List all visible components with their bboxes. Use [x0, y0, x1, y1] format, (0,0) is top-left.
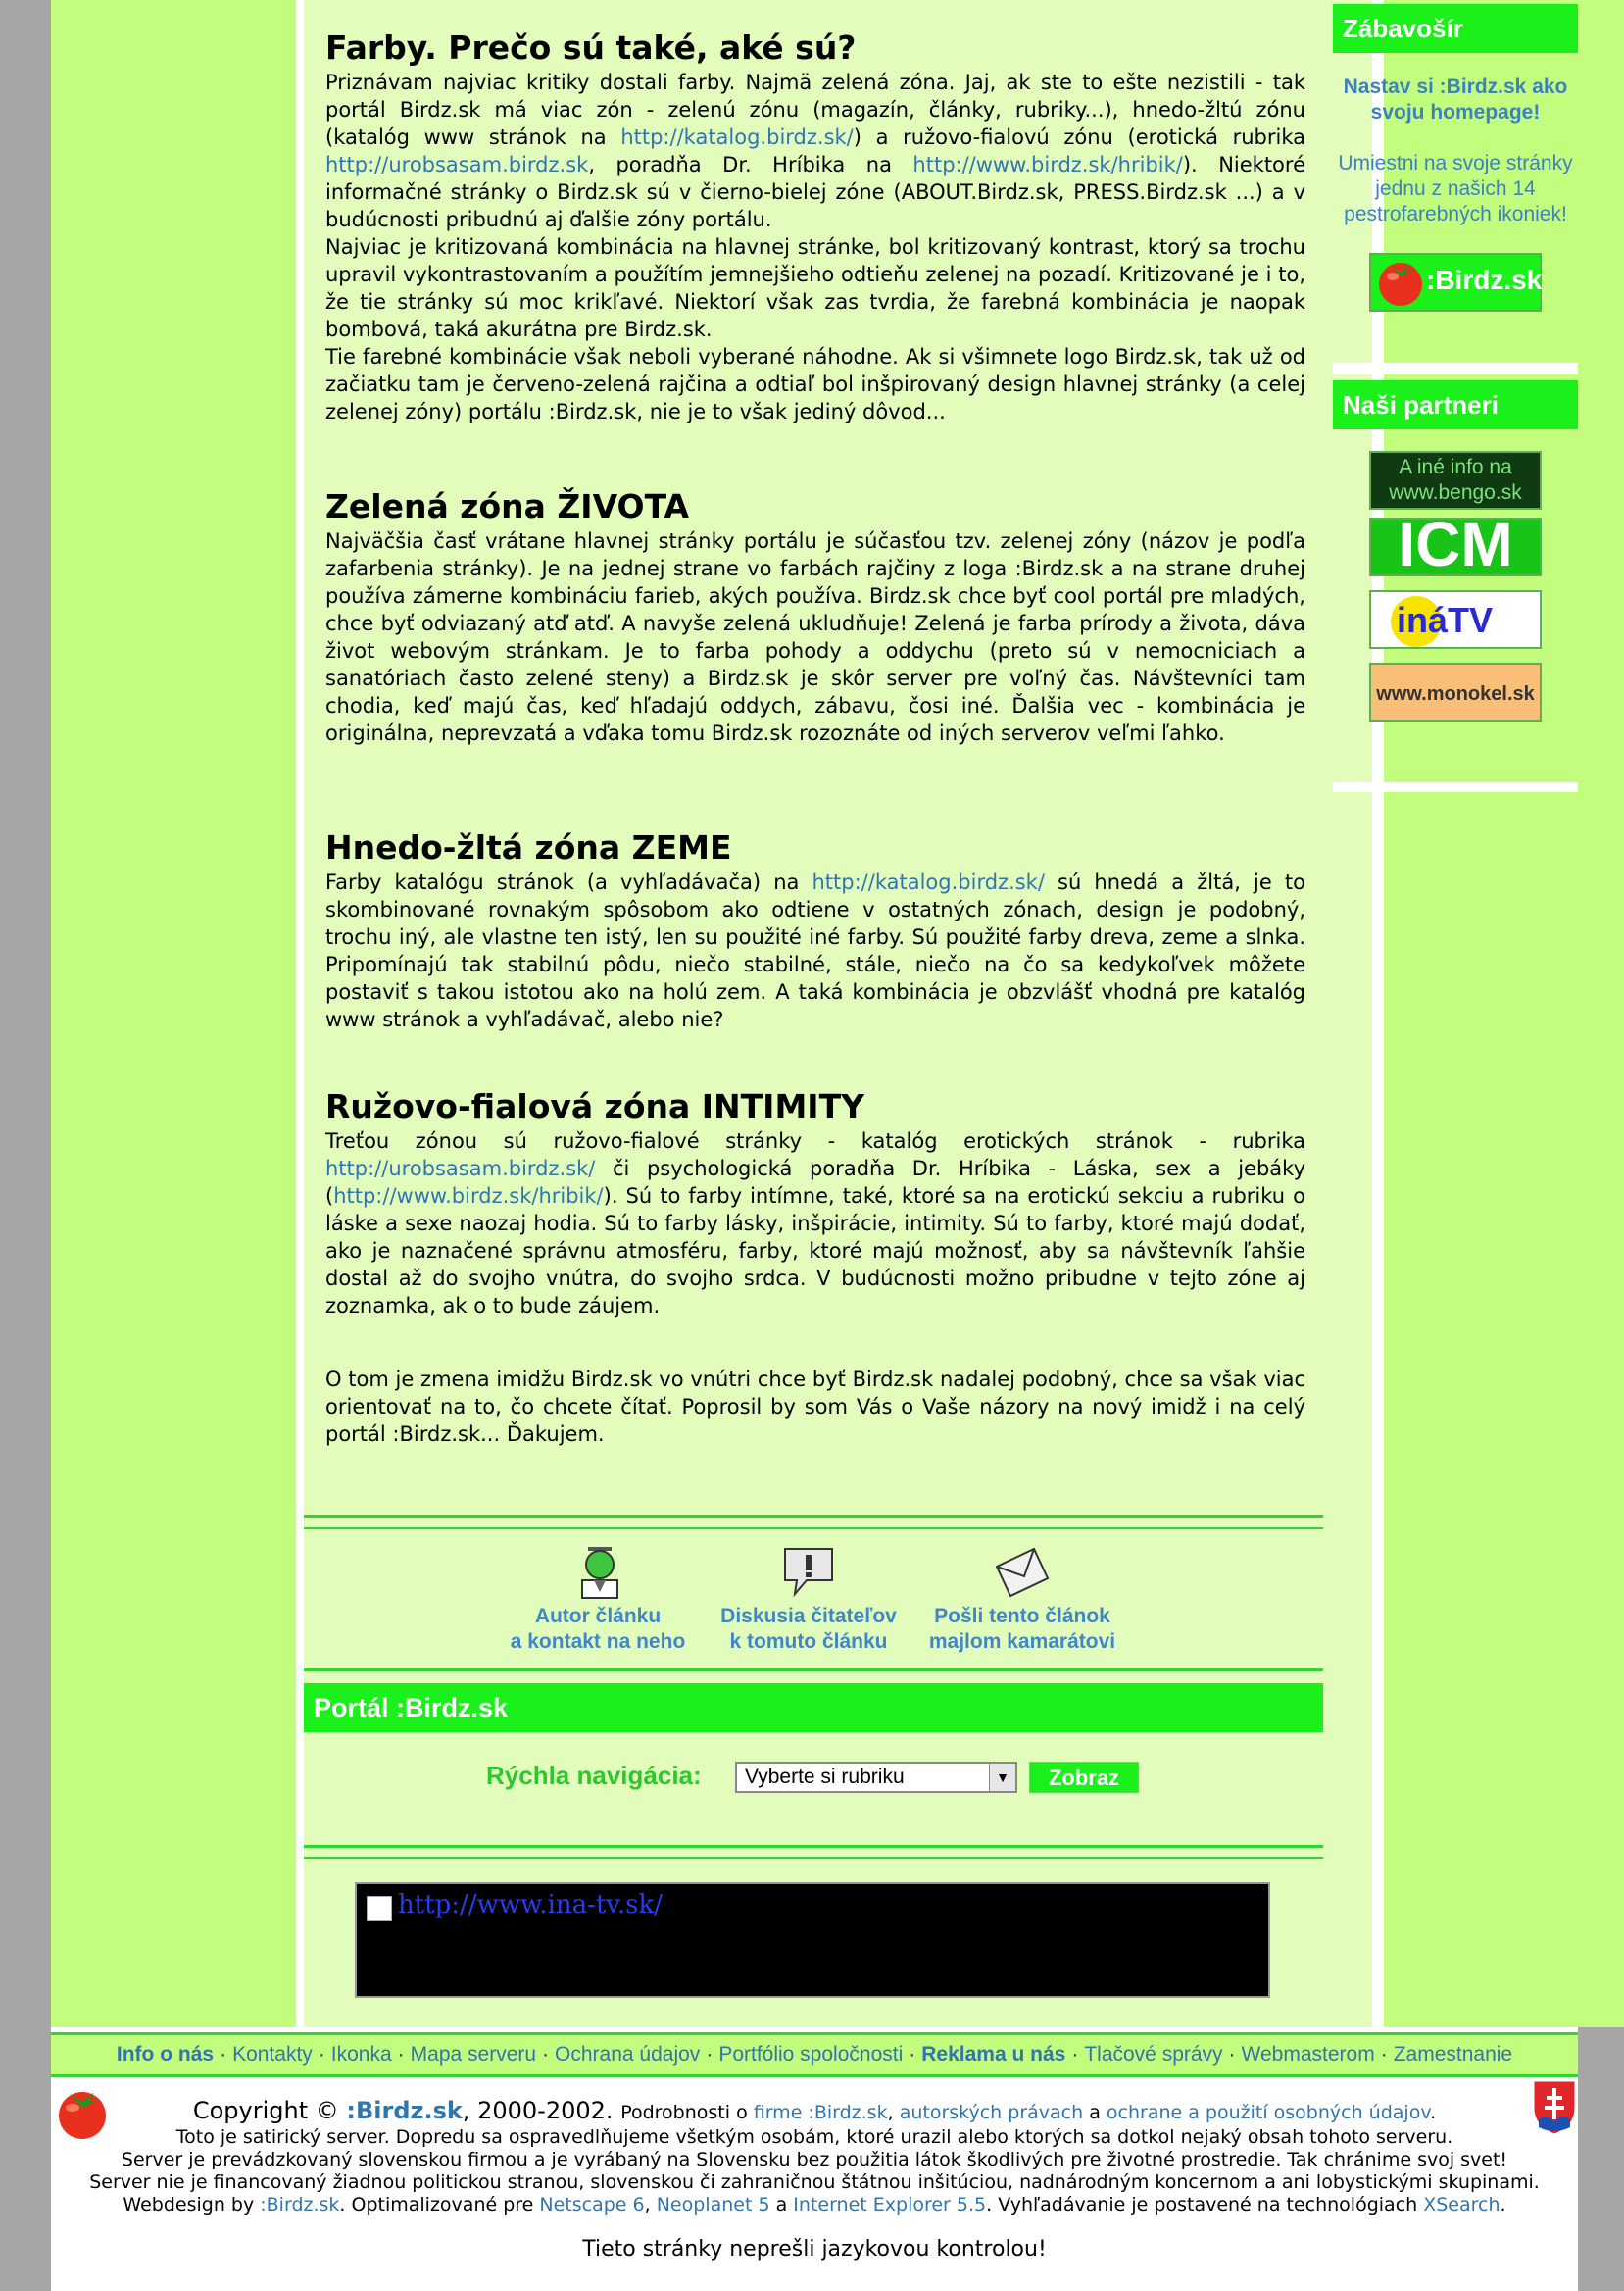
sidebar-divider	[1333, 363, 1578, 374]
nav-separator: ·	[397, 2043, 405, 2066]
nav-separator: ·	[318, 2043, 325, 2066]
separator: .	[1430, 2102, 1437, 2123]
send-article-button[interactable]	[919, 1541, 1125, 1655]
sidebar-divider	[1333, 782, 1578, 792]
ad-banner[interactable]	[355, 1882, 1270, 1998]
paragraph-text: , poradňa Dr. Hríbika na	[588, 153, 913, 176]
divider	[304, 1515, 1323, 1518]
quicknav-label: Rýchla navigácia:	[486, 1761, 702, 1790]
paragraph-text: či psychologická poradňa Dr. Hríbika - Láska, sex a jebáky (	[325, 1157, 1305, 1208]
inline-link[interactable]: http://www.birdz.sk/hribik/	[333, 1184, 604, 1208]
banner-link[interactable]: http://www.ina-tv.sk/	[398, 1890, 664, 1919]
mail-icon	[991, 1541, 1054, 1600]
inline-link[interactable]: http://katalog.birdz.sk/	[620, 125, 854, 149]
nav-link[interactable]: Portfólio spoločnosti	[718, 2043, 904, 2066]
nav-separator: ·	[1380, 2043, 1388, 2066]
divider	[304, 1668, 1323, 1671]
paragraph-text: Priznávam najviac kritiky dostali farby. Najmä zelená zóna. Jaj, ak ste to ešte nezistili - tak portál Birdz.sk má viac zón - zelenú zónu (magazín, články, rubriky...), hnedo-žltú zónu (katalóg www stránok na	[325, 71, 1305, 149]
partner-bengo[interactable]	[1369, 451, 1542, 510]
firm-link[interactable]: firme :Birdz.sk	[753, 2102, 888, 2123]
nav-link[interactable]: Info o nás	[116, 2043, 215, 2066]
section-title: Farby. Prečo sú také, aké sú?	[325, 28, 857, 67]
optimized-label: . Optimalizované pre	[339, 2194, 540, 2216]
nav-separator: ·	[909, 2043, 916, 2066]
neoplanet-link[interactable]: Neoplanet 5	[656, 2194, 770, 2216]
copyright-years: , 2000-2002.	[462, 2097, 621, 2124]
paragraph-text: ). Sú to farby intímne, také, ktoré sa na erotickú sekciu a rubriku o láske a sexe naozaj hodia. Sú to farby lásky, inšpirácie, intimity. Sú to farby, ktoré majú dodať, ako je naznačené správnu atmosféru, farby, ktoré majú možnosť, aby sa návštevník ľahšie dostal až do svojho vnútra, do svojho srdca. V budúcnosti možno pribudne v tejto zóne aj zoznamka, ak o to bude záujem.	[325, 1184, 1305, 1318]
section-title: Hnedo-žltá zóna ZEME	[325, 828, 732, 867]
footer-funding: Server nie je financovaný žiadnou politickou stranou, slovenskou či zahraničnou štátnou inšitúciou, nadnárodným koncernom a ani lobystickými skupinami.	[89, 2171, 1540, 2193]
nav-link[interactable]: Ochrana údajov	[555, 2043, 701, 2066]
nav-link[interactable]: Kontakty	[232, 2043, 313, 2066]
paragraph	[325, 1127, 1305, 1320]
copyright: Copyright ©	[192, 2097, 347, 2124]
nav-link[interactable]: Reklama u nás	[921, 2043, 1066, 2066]
icons-link[interactable]: Umiestni na svoje stránky jednu z našich 14 pestrofarebných ikoniek!	[1338, 152, 1573, 225]
paragraph	[325, 343, 1305, 425]
nav-separator: ·	[220, 2043, 227, 2066]
divider	[304, 1845, 1323, 1848]
paragraph-text: ). Niektoré informačné stránky o Birdz.sk sú v čierno-bielej zóne (ABOUT.Birdz.sk, PRESS.Birdz.sk ...) a v budúcnosti pribudnú aj ďalšie zóny portálu.	[325, 153, 1305, 231]
partner-label: A iné info na www.bengo.sk	[1389, 456, 1522, 504]
author-contact-label: Autor článku	[534, 1605, 662, 1627]
section-title: Ružovo-fialová zóna INTIMITY	[325, 1087, 864, 1125]
footer	[51, 2095, 1578, 2216]
inline-link[interactable]: http://urobsasam.birdz.sk	[325, 153, 589, 176]
webdesign-link[interactable]: :Birdz.sk	[260, 2194, 340, 2216]
send-article-label: Pošli tento článok	[934, 1605, 1110, 1627]
nav-separator: ·	[1071, 2043, 1079, 2066]
paragraph-text: Treťou zónou sú ružovo-fialové stránky - katalóg erotických stránok - rubrika	[325, 1129, 1305, 1153]
divider	[304, 1857, 1323, 1859]
separator: .	[1500, 2194, 1506, 2216]
netscape-link[interactable]: Netscape 6	[539, 2194, 645, 2216]
discussion-button[interactable]	[706, 1541, 911, 1655]
column-separator	[296, 0, 304, 2027]
inline-link[interactable]: http://katalog.birdz.sk/	[812, 871, 1045, 894]
partner-inatv[interactable]	[1369, 590, 1542, 649]
author-contact-label2: a kontakt na neho	[510, 1630, 686, 1653]
nav-separator: ·	[542, 2043, 550, 2066]
sidebar-box-title: Zábavošír	[1333, 4, 1578, 53]
birdz-logo[interactable]	[1369, 253, 1542, 312]
paragraph	[325, 233, 1305, 343]
chevron-down-icon[interactable]: ▼	[989, 1764, 1015, 1791]
language-check-note: Tieto stránky neprešli jazykovou kontrolou!	[582, 2237, 1047, 2262]
tomato-icon	[1371, 251, 1430, 310]
left-column	[51, 0, 296, 2027]
partners-title: Naši partneri	[1333, 380, 1578, 429]
partner-label: ináTV	[1397, 600, 1494, 640]
broken-image-icon	[367, 1896, 392, 1921]
inline-link[interactable]: http://urobsasam.birdz.sk/	[325, 1157, 596, 1180]
show-button[interactable]: Zobraz	[1029, 1762, 1139, 1793]
partner-label: ICM	[1398, 518, 1513, 576]
nav-link[interactable]: Mapa serveru	[410, 2043, 537, 2066]
author-contact-button[interactable]	[500, 1541, 696, 1655]
footer-environment: Server je prevádzkovaný slovenskou firmou a je vyrábaný na Slovensku bez použitia látok škodlivých pre životné prostredie. Tak chránime svoj svet!	[121, 2149, 1508, 2170]
paragraph-text: Farby katalógu stránok (a vyhľadávača) na	[325, 871, 812, 894]
paragraph	[325, 869, 1305, 1033]
partner-label: www.monokel.sk	[1376, 683, 1535, 705]
separator: a	[1083, 2102, 1107, 2123]
paragraph-text: Tie farebné kombinácie však neboli vyberané náhodne. Ak si všimnete logo Birdz.sk, tak už od začiatku tam je červeno-zelená rajčina a odtiaľ bol inšpirovaný design hlavnej stránky (a celej zelenej zóny) portálu :Birdz.sk, nie je to však jediný dôvod...	[325, 345, 1305, 423]
paragraph	[325, 69, 1305, 233]
article-section	[325, 27, 1305, 425]
privacy-link[interactable]: ochrane a použití osobných údajov	[1106, 2102, 1431, 2123]
copyright-brand-link[interactable]: :Birdz.sk	[346, 2097, 463, 2124]
separator: a	[769, 2194, 794, 2216]
nav-link[interactable]: Webmasterom	[1241, 2043, 1375, 2066]
paragraph	[325, 527, 1305, 747]
xsearch-link[interactable]: XSearch	[1423, 2194, 1501, 2216]
article-section	[325, 486, 1305, 747]
inline-link[interactable]: http://www.birdz.sk/hribik/	[912, 153, 1183, 176]
paragraph-text: Najväčšia časť vrátane hlavnej stránky portálu je súčasťou tzv. zelenej zóny (názov je podľa zafarbenia stránky). Je na jednej strane vo farbách rajčiny z loga :Birdz.sk a na strane druhej používa zámerne kombináciu farieb, akých používa. Birdz.sk chce byť cool portál pre mladých, chce byť odviazaný atď atď. A navyše zelená ukludňuje! Zelená je farba prírody a života, dáva život webovým stránkam. Je to farba pohody a oddychu (preto sú v nemocniciach a sanatóriach často zelené steny) a Birdz.sk je skôr server pre voľný čas. Návštevníci tam chodia, keď majú čas, keď hľadajú oddych, zábavu, čosi iné. Ďalšia vec - kombinácia je originálna, neprevzatá a vďaka tomu Birdz.sk rozoznáte od iných serverov veľmi ľahko.	[325, 529, 1305, 745]
separator: ,	[644, 2194, 657, 2216]
discussion-label2: k tomuto článku	[729, 1630, 888, 1653]
section-title: Zelená zóna ŽIVOTA	[325, 487, 690, 525]
separator: ,	[887, 2102, 900, 2123]
discussion-label: Diskusia čitateľov	[720, 1605, 897, 1627]
paragraph-text: sú hnedá a žltá, je to skombinované rovnakým spôsobom ako odtiene v ostatných zónach, design je podobný, trochu iný, ale vlastne ten istý, len su použité iné farby. Sú použité farby dreva, zeme a slnka. Pripomínajú tak stabilnú pôdu, niečo stabilné, stále, niečo na čo sa kedykoľvek môžete postaviť s takou istotou ako na holú zem. A taká kombinácia je obzvlášť vhodná pre katalóg www stránok a vyhľadávač, alebo nie?	[325, 871, 1305, 1031]
author-icon	[566, 1541, 629, 1600]
rubric-select[interactable]	[735, 1762, 1017, 1793]
nav-link[interactable]: Tlačové správy	[1084, 2043, 1223, 2066]
search-label: . Vyhľadávanie je postavené na technológiach	[986, 2194, 1424, 2216]
birdz-logo-text: :Birdz.sk	[1426, 265, 1543, 295]
discussion-icon	[777, 1541, 840, 1600]
paragraph-text: O tom je zmena imidžu Birdz.sk vo vnútri chce byť Birdz.sk nadalej podobný, chce sa však viac orientovať na to, čo chcete čítať. Poprosil by som Vás o Vaše názory na nový imidž i na celý portál :Birdz.sk... Ďakujem.	[325, 1368, 1305, 1446]
nav-separator: ·	[706, 2043, 714, 2066]
paragraph-text: Najviac je kritizovaná kombinácia na hlavnej stránke, bol kritizovaný kontrast, ktorý sa trochu upravil vykontrastovaním a použítím jemnejšieho odtieňu zelenej na pozadí. Kritizované je i to, že tie stránky sú moc krikľavé. Niektorí však zas tvrdia, že farebná kombinácia je naopak bombová, taká akurátna pre Birdz.sk.	[325, 235, 1305, 341]
portal-title: Portál :Birdz.sk	[304, 1683, 1323, 1732]
rubric-select-value: Vyberte si rubriku	[745, 1766, 905, 1788]
set-homepage-link[interactable]: Nastav si :Birdz.sk ako svoju homepage!	[1343, 75, 1568, 124]
nav-separator: ·	[1228, 2043, 1236, 2066]
divider	[304, 1527, 1323, 1529]
webdesign-label: Webdesign by	[123, 2194, 261, 2216]
send-article-label2: majlom kamarátovi	[928, 1630, 1116, 1653]
partner-monokel[interactable]	[1369, 663, 1542, 722]
details-prefix: Podrobnosti o	[620, 2102, 754, 2123]
footer-disclaimer: Toto je satirický server. Dopredu sa ospravedlňujeme všetkým osobám, ktoré urazil alebo ktorých sa dotkol nejaký obsah tohoto serveru.	[175, 2126, 1453, 2148]
paragraph-text: ) a ružovo-fialovú zónu (erotická rubrika	[853, 125, 1306, 149]
rights-link[interactable]: autorských právach	[899, 2102, 1084, 2123]
article-section	[325, 1366, 1305, 1448]
partner-icm[interactable]	[1369, 518, 1542, 576]
ie-link[interactable]: Internet Explorer 5.5	[793, 2194, 987, 2216]
article-section	[325, 1086, 1305, 1320]
paragraph	[325, 1366, 1305, 1448]
article-section	[325, 827, 1305, 1033]
bottom-nav	[51, 2032, 1578, 2077]
nav-link[interactable]: Zamestnanie	[1393, 2043, 1513, 2066]
nav-link[interactable]: Ikonka	[330, 2043, 392, 2066]
